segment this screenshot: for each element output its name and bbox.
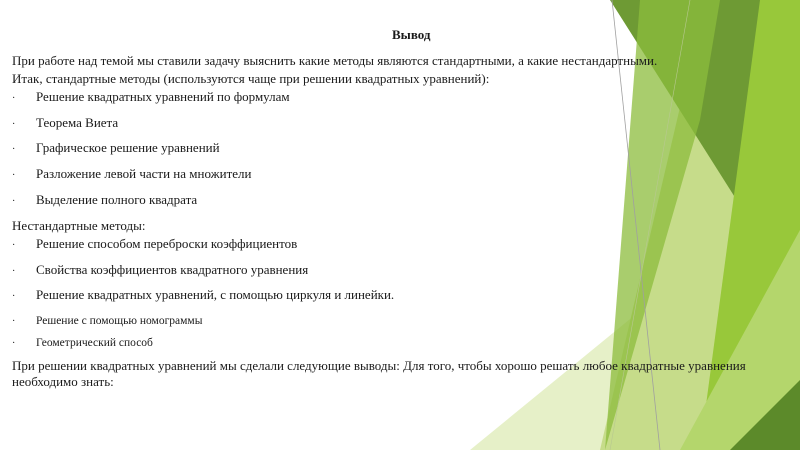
list-item bbox=[12, 287, 394, 305]
slide-title: Вывод bbox=[392, 27, 431, 42]
list-item-label: Теорема Виета bbox=[36, 115, 119, 130]
list-item bbox=[12, 166, 251, 184]
bullet-glyph: · bbox=[12, 240, 16, 251]
list-item bbox=[12, 140, 220, 158]
slide-content bbox=[12, 0, 782, 450]
nonstandard-heading: Нестандартные методы: bbox=[12, 218, 146, 233]
list-item-label: Решение квадратных уравнений по формулам bbox=[36, 89, 290, 104]
bullet-glyph: · bbox=[12, 338, 16, 349]
list-item-label: Выделение полного квадрата bbox=[36, 192, 198, 207]
list-item bbox=[12, 313, 202, 330]
bullet-glyph: · bbox=[12, 144, 16, 155]
list-item bbox=[12, 192, 197, 210]
list-item-label: Решение способом переброски коэффициентов bbox=[36, 236, 298, 251]
bullet-glyph: · bbox=[12, 316, 16, 327]
list-item bbox=[12, 236, 297, 254]
list-item-label: Решение квадратных уравнений, с помощью циркуля и линейки. bbox=[36, 287, 395, 302]
bullet-glyph: · bbox=[12, 291, 16, 302]
bullet-glyph: · bbox=[12, 196, 16, 207]
intro-line-1: При работе над темой мы ставили задачу выяснить какие методы являются стандартными, а какие нестандартными. bbox=[12, 53, 658, 68]
conclusion-paragraph: При решении квадратных уравнений мы сделали следующие выводы: Для того, чтобы хорошо решать любое квадратные уравнения необходимо знать: bbox=[12, 358, 746, 389]
bullet-glyph: · bbox=[12, 93, 16, 104]
list-item bbox=[12, 89, 290, 107]
list-item-label: Графическое решение уравнений bbox=[36, 140, 220, 155]
list-item-label: Разложение левой части на множители bbox=[36, 166, 252, 181]
list-item bbox=[12, 262, 308, 280]
list-item bbox=[12, 115, 118, 133]
bullet-glyph: · bbox=[12, 266, 16, 277]
list-item bbox=[12, 335, 153, 352]
bullet-glyph: · bbox=[12, 119, 16, 130]
bullet-glyph: · bbox=[12, 170, 16, 181]
list-item-label: Решение с помощью номограммы bbox=[36, 315, 203, 327]
list-item-label: Геометрический способ bbox=[36, 337, 153, 349]
list-item-label: Свойства коэффициентов квадратного уравнения bbox=[36, 262, 309, 277]
intro-line-2: Итак, стандартные методы (используются чаще при решении квадратных уравнений): bbox=[12, 71, 490, 86]
